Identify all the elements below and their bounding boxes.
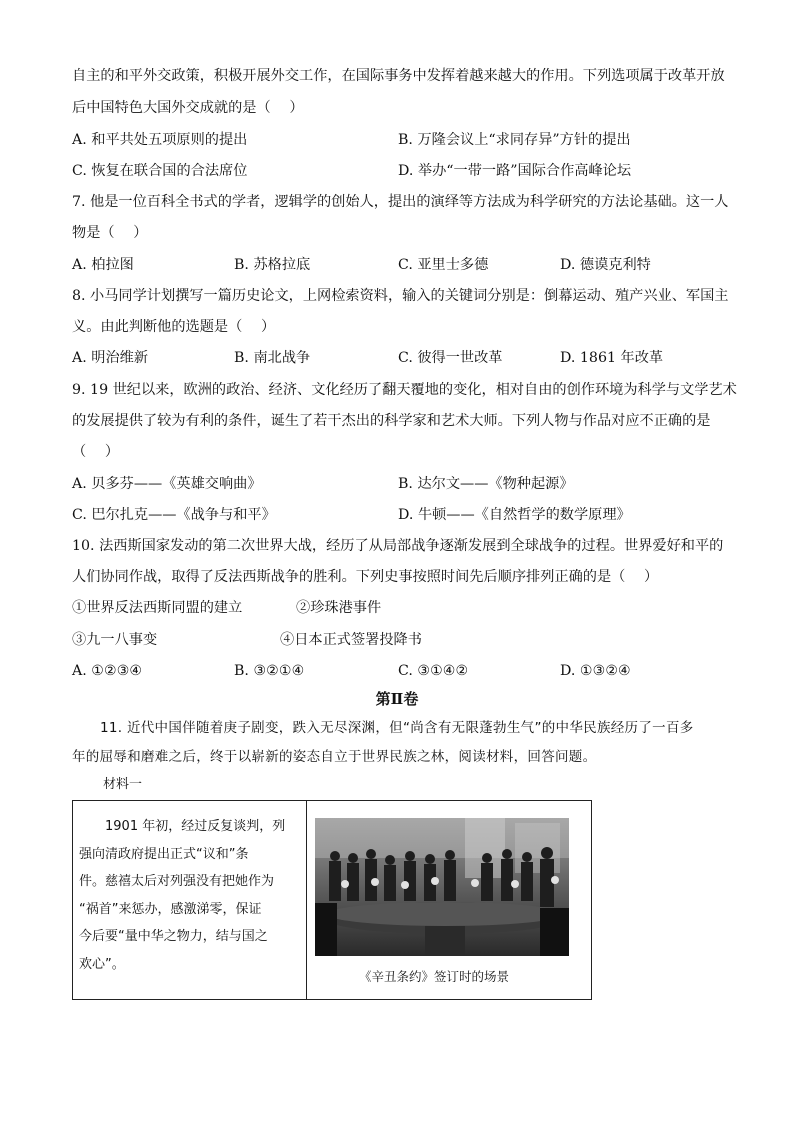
- material-text-line: 件。慈禧太后对列强没有把她作为: [79, 874, 275, 889]
- q8-stem-line1: 8. 小马同学计划撰写一篇历史论文，上网检索资料，输入的关键词分别是：倒幕运动、殖产兴业、军国主: [72, 288, 729, 304]
- q6-option-c: C. 恢复在联合国的合法席位: [72, 163, 248, 179]
- q7-option-b: B. 苏格拉底: [234, 257, 311, 273]
- q11-stem-line2: 年的屈辱和磨难之后，终于以崭新的姿态自立于世界民族之林，阅读材料，回答问题。: [72, 749, 597, 765]
- q8-stem-line2: 义。由此判断他的选题是（ ）: [72, 319, 276, 335]
- q6-stem-line1: 自主的和平外交政策，积极开展外交工作，在国际事务中发挥着越来越大的作用。下列选项属于改革开放: [72, 68, 725, 84]
- q8-option-c: C. 彼得一世改革: [398, 350, 503, 366]
- q9-stem-line1: 9. 19 世纪以来，欧洲的政治、经济、文化经历了翻天覆地的变化，相对自由的创作环境为科学与文学艺术: [72, 382, 737, 398]
- material-text: [79, 813, 301, 978]
- q10-event-2: ②珍珠港事件: [296, 600, 382, 616]
- q8-option-d: D. 1861 年改革: [560, 350, 664, 366]
- q9-option-b: B. 达尔文——《物种起源》: [398, 476, 574, 492]
- q7-option-d: D. 德谟克利特: [560, 257, 651, 273]
- q10-event-3: ③九一八事变: [72, 632, 158, 648]
- material-table: [72, 800, 592, 1000]
- q6-stem-line2: 后中国特色大国外交成就的是（ ）: [72, 100, 304, 116]
- q7-option-c: C. 亚里士多德: [398, 257, 489, 273]
- q9-option-d: D. 牛顿——《自然哲学的数学原理》: [398, 507, 631, 523]
- q10-event-1: ①世界反法西斯同盟的建立: [72, 600, 243, 616]
- material-text-line: 强向清政府提出正式“议和”条: [79, 846, 249, 862]
- q7-option-a: A. 柏拉图: [72, 257, 134, 273]
- q6-option-b: B. 万隆会议上“求同存异”方针的提出: [398, 132, 631, 148]
- material-text-line: 1901 年初，经过反复谈判，列: [79, 819, 286, 834]
- q9-option-a: A. 贝多芬——《英雄交响曲》: [72, 476, 262, 492]
- q6-option-d: D. 举办“一带一路”国际合作高峰论坛: [398, 163, 632, 179]
- material-label: 材料一: [103, 777, 143, 792]
- photo-illustration: [315, 818, 569, 956]
- historical-photo: [315, 818, 569, 956]
- q7-stem-line1: 7. 他是一位百科全书式的学者，逻辑学的创始人，提出的演绎等方法成为科学研究的方法论基础。这一人: [72, 194, 729, 210]
- q10-option-a: A. ①②③④: [72, 663, 143, 679]
- table-divider: [306, 801, 307, 999]
- q10-event-4: ④日本正式签署投降书: [280, 632, 422, 648]
- q8-option-b: B. 南北战争: [234, 350, 311, 366]
- material-text-line: 今后要“量中华之物力，结与国之: [79, 929, 268, 944]
- photo-caption: 《辛丑条约》签订时的场景: [359, 969, 510, 984]
- material-text-line: “祸首”来惩办，感激涕零，保证: [79, 901, 262, 917]
- q9-stem-line3: （ ）: [72, 444, 120, 460]
- material-text-line: 欢心”。: [79, 956, 125, 972]
- section-title: 第Ⅱ卷: [375, 690, 419, 708]
- q7-stem-line2: 物是（ ）: [72, 225, 148, 241]
- q9-stem-line2: 的发展提供了较为有利的条件，诞生了若干杰出的科学家和艺术大师。下列人物与作品对应不正确的是: [72, 413, 711, 429]
- q10-option-b: B. ③②①④: [234, 663, 305, 679]
- q6-option-a: A. 和平共处五项原则的提出: [72, 132, 248, 148]
- q10-option-d: D. ①③②④: [560, 663, 631, 679]
- q11-stem-line1: 11. 近代中国伴随着庚子剧变，跌入无尽深渊，但“尚含有无限蓬勃生气”的中华民族经历了一百多: [100, 720, 694, 736]
- q10-stem-line1: 10. 法西斯国家发动的第二次世界大战，经历了从局部战争逐渐发展到全球战争的过程。世界爱好和平的: [72, 538, 724, 554]
- q8-option-a: A. 明治维新: [72, 350, 149, 366]
- q10-option-c: C. ③①④②: [398, 663, 469, 679]
- q9-option-c: C. 巴尔扎克——《战争与和平》: [72, 507, 276, 523]
- q10-stem-line2: 人们协同作战，取得了反法西斯战争的胜利。下列史事按照时间先后顺序排列正确的是（ ）: [72, 569, 659, 585]
